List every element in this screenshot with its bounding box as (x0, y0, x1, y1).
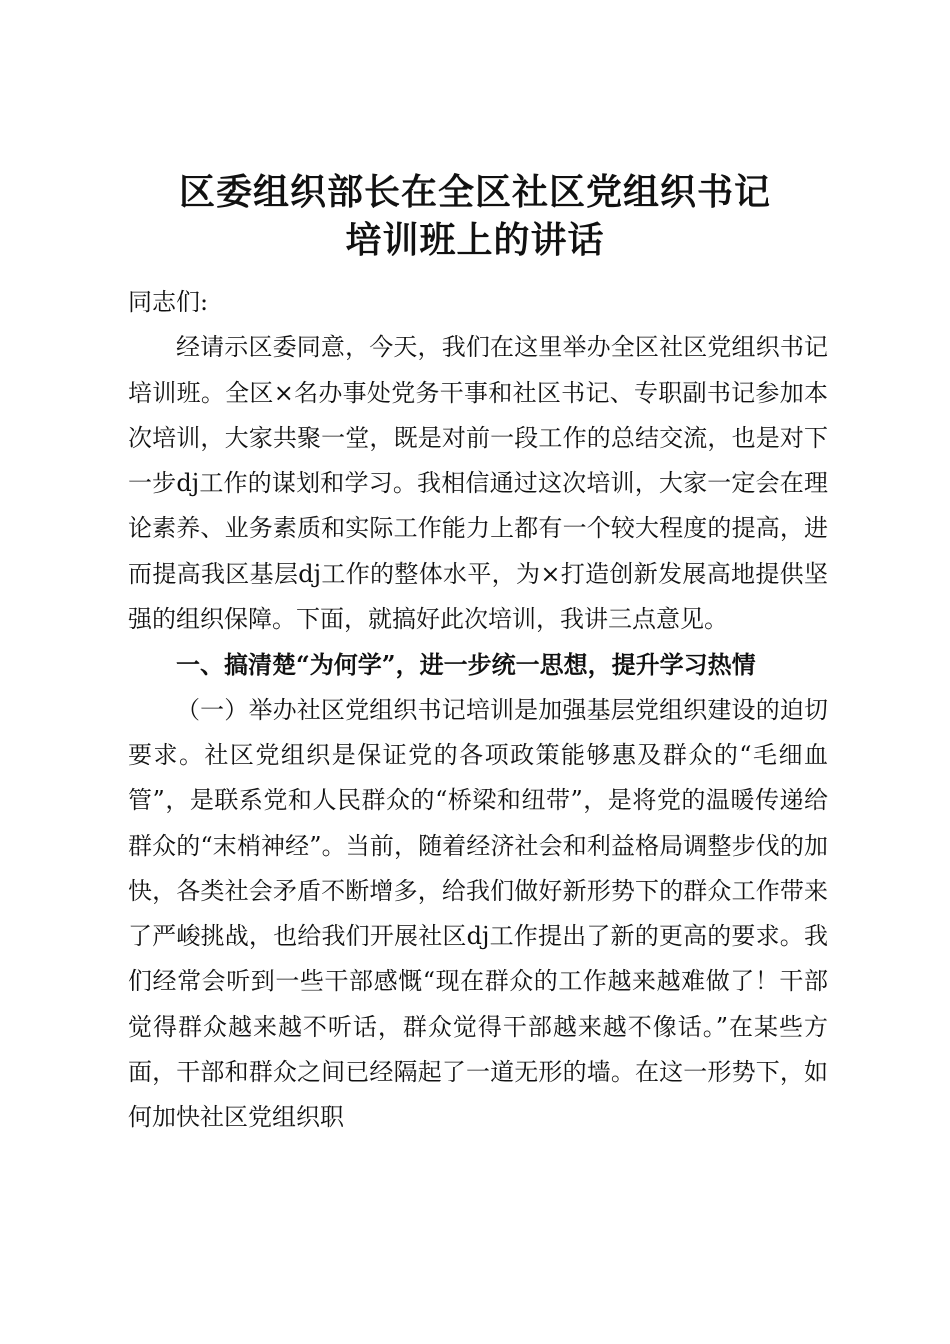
paragraph-intro: 经请示区委同意，今天，我们在这里举办全区社区党组织书记培训班。全区×名办事处党务干事和社区书记、专职副书记参加本次培训，大家共聚一堂，既是对前一段工作的总结交流，也是对下一步dj工作的谋划和学习。我相信通过这次培训，大家一定会在理论素养、业务素质和实际工作能力上都有一个较大程度的提高，进而提高我区基层dj工作的整体水平，为×打造创新发展高地提供坚强的组织保障。下面，就搞好此次培训，我讲三点意见。 (128, 333, 828, 634)
document-title-line-1: 区委组织部长在全区社区党组织书记 (178, 171, 771, 213)
document-body (128, 280, 828, 1141)
section-heading-1: 一、搞清楚“为何学”，进一步统一思想，提升学习热情 (176, 650, 756, 680)
paragraph-section-1: （一）举办社区党组织书记培训是加强基层党组织建设的迫切要求。社区党组织是保证党的各项政策能够惠及群众的“毛细血管”，是联系党和人民群众的“桥梁和纽带”，是将党的温暖传递给群众的“末梢神经”。当前，随着经济社会和利益格局调整步伐的加快，各类社会矛盾不断增多，给我们做好新形势下的群众工作带来了严峻挑战，也给我们开展社区dj工作提出了新的更高的要求。我们经常会听到一些干部感慨“现在群众的工作越来越难做了！干部觉得群众越来越不听话，群众觉得干部越来越不像话。”在某些方面，干部和群众之间已经隔起了一道无形的墙。在这一形势下，如何加快社区党组织职 (128, 695, 828, 1132)
salutation: 同志们: (128, 288, 209, 316)
document-title-line-2: 培训班上的讲话 (345, 219, 605, 261)
